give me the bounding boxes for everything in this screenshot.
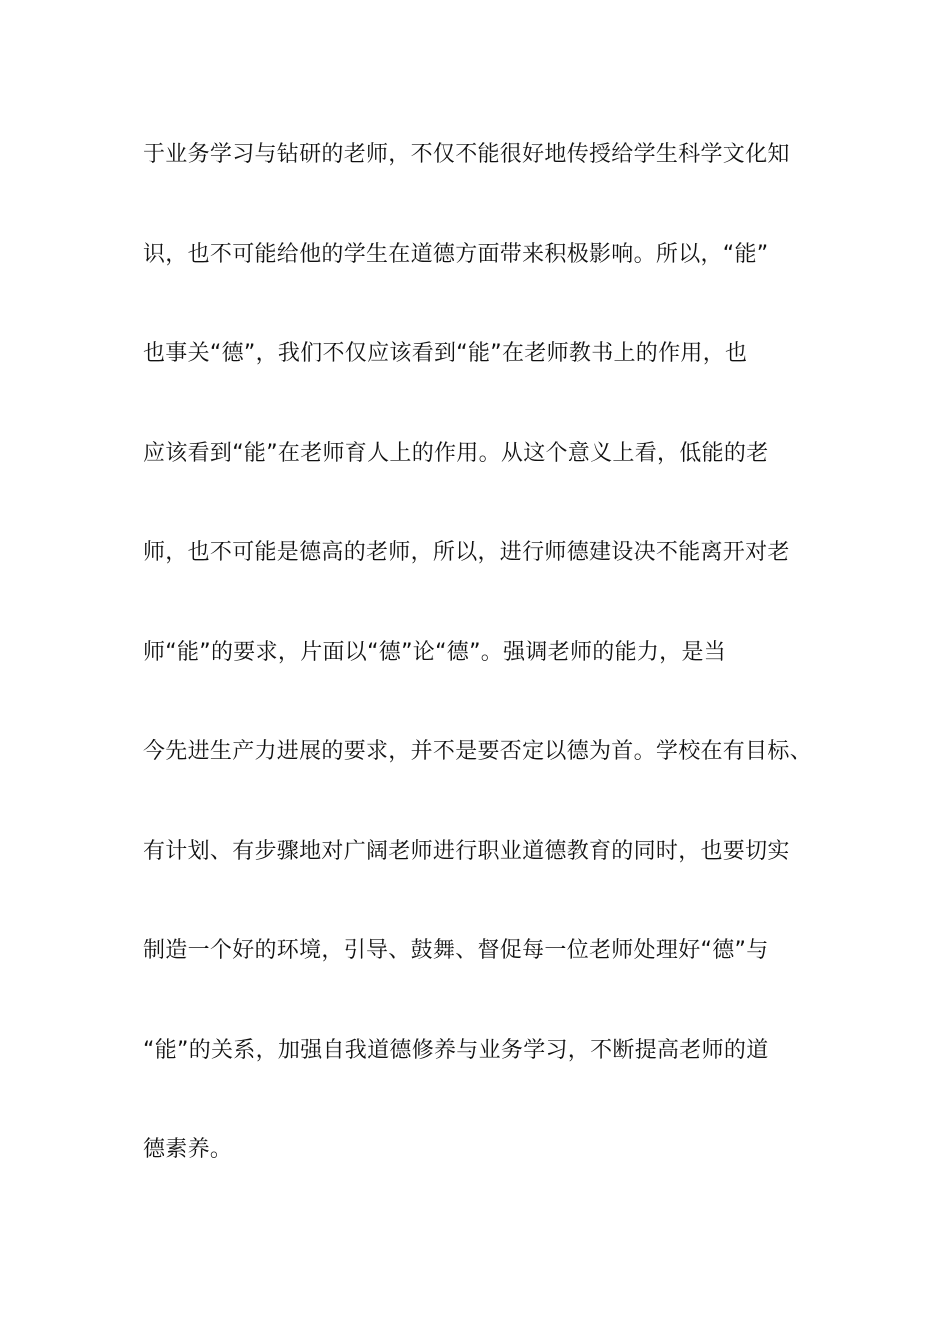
- text-line: 应该看到“能”在老师育人上的作用。从这个意义上看，低能的老: [143, 440, 769, 466]
- text-line: 制造一个好的环境，引导、鼓舞、督促每一位老师处理好“德”与: [143, 938, 769, 963]
- body-paragraph: [143, 130, 823, 1225]
- text-line: “能”的关系，加强自我道德修养与业务学习，不断提高老师的道: [143, 1037, 769, 1063]
- text-line: 师，也不可能是德高的老师，所以，进行师德建设决不能离开对老: [143, 540, 790, 565]
- text-line: 也事关“德”，我们不仅应该看到“能”在老师教书上的作用，也: [143, 341, 748, 366]
- text-line: 识，也不可能给他的学生在道德方面带来积极影响。所以，“能”: [143, 241, 769, 267]
- text-line: 于业务学习与钻研的老师，不仅不能很好地传授给学生科学文化知: [143, 142, 790, 167]
- text-line: 今先进生产力进展的要求，并不是要否定以德为首。学校在有目标、: [143, 739, 813, 764]
- text-line: 德素养。: [143, 1137, 233, 1162]
- text-line: 有计划、有步骤地对广阔老师进行职业道德教育的同时，也要切实: [143, 838, 790, 864]
- text-line: 师“能”的要求，片面以“德”论“德”。强调老师的能力，是当: [143, 639, 727, 665]
